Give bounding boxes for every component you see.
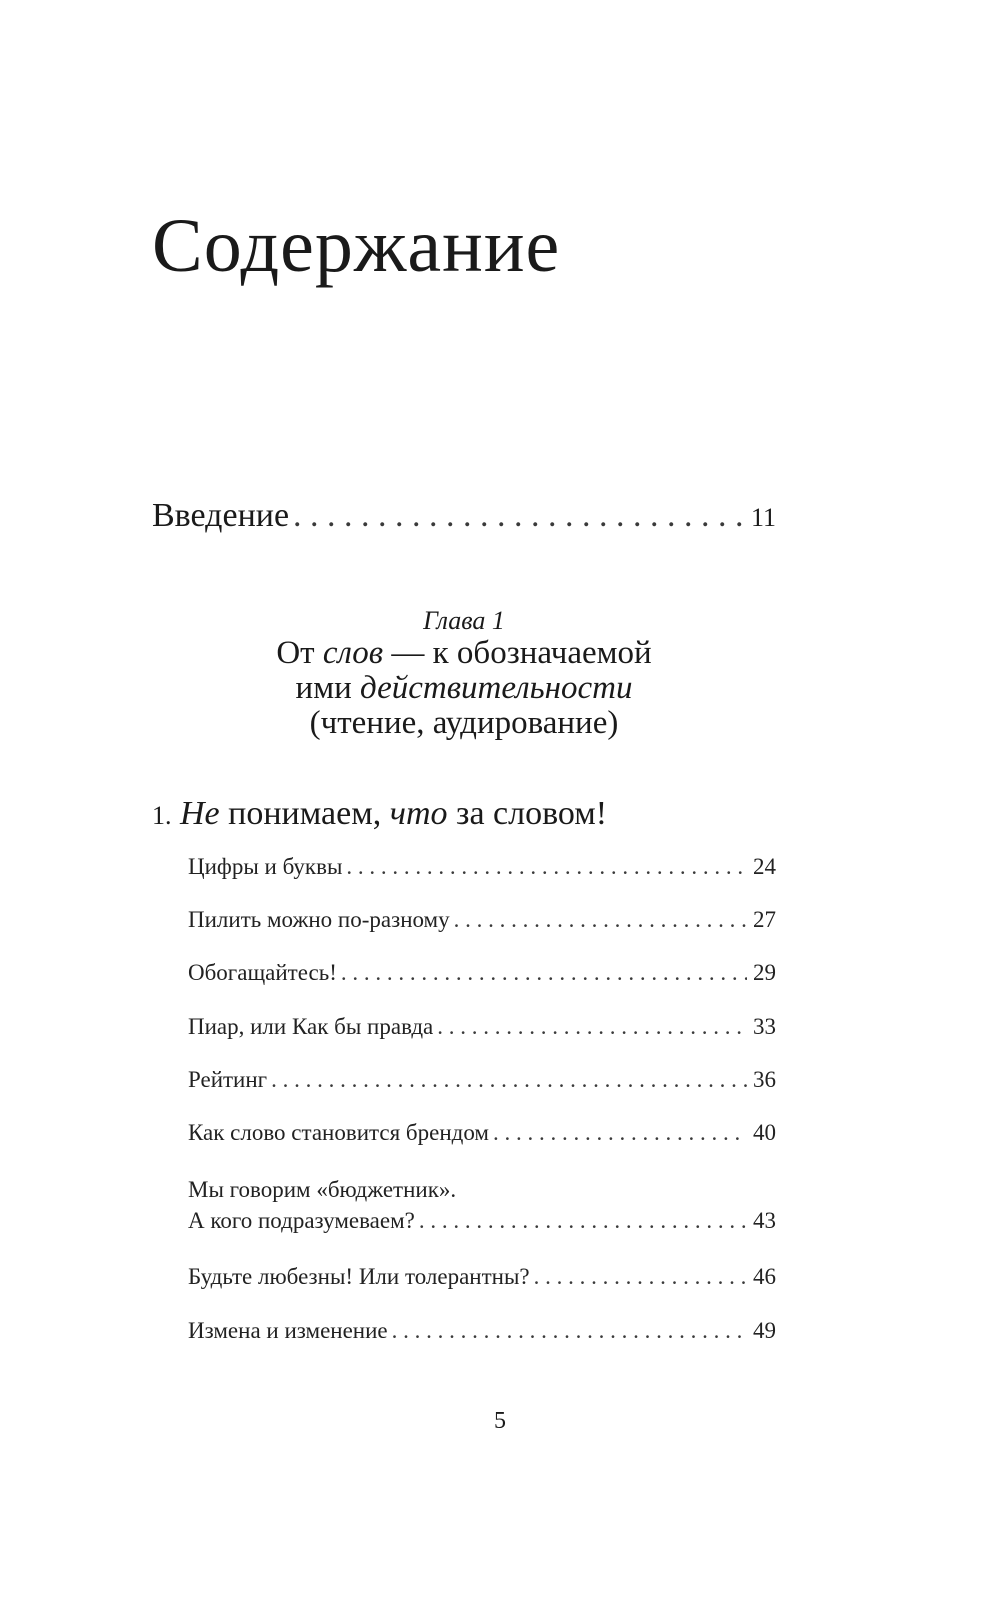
toc-entry-page: 43 [753, 1208, 776, 1233]
toc-entry-label: Введение [152, 497, 290, 534]
toc-entry-label: Рейтинг [188, 1067, 268, 1092]
toc-entry-line-2 [188, 1208, 776, 1234]
dot-leader [534, 1264, 747, 1290]
toc-entry[interactable] [188, 1264, 776, 1290]
toc-entry-page: 27 [753, 907, 776, 932]
toc-entry-label: А кого подразумеваем? [188, 1208, 415, 1233]
toc-entry-label: Будьте любезны! Или толерантны? [188, 1264, 530, 1289]
toc-entry-label: Обогащайтесь! [188, 960, 337, 985]
toc-entry-page: 29 [753, 960, 776, 985]
toc-entry-label: Цифры и буквы [188, 854, 343, 879]
toc-entry[interactable] [188, 1318, 776, 1344]
toc-entry[interactable] [188, 1120, 776, 1146]
toc-entry-page: 33 [753, 1014, 776, 1039]
toc-entry[interactable] [188, 960, 776, 986]
chapter-title [152, 636, 776, 741]
toc-entry-label: Пиар, или Как бы правда [188, 1014, 434, 1039]
dot-leader [392, 1318, 747, 1344]
chapter-title-line-1: От слов — к обозначаемой [276, 635, 652, 671]
toc-entry[interactable] [188, 1172, 776, 1234]
toc-entry-page: 11 [750, 503, 776, 532]
dot-leader [341, 960, 747, 986]
toc-entry-page: 49 [753, 1318, 776, 1343]
dot-leader [293, 497, 745, 535]
dot-leader [271, 1067, 747, 1093]
dot-leader [437, 1014, 747, 1040]
toc-entry-page: 40 [753, 1120, 776, 1145]
toc-entry-label-line-1: Мы говорим «бюджетник». [188, 1177, 457, 1202]
toc-entry-label: Пилить можно по-разному [188, 907, 450, 932]
toc-entry-page: 24 [753, 854, 776, 879]
toc-entry-label: Измена и изменение [188, 1318, 388, 1343]
dot-leader [346, 854, 747, 880]
toc-entry-label: Как слово становится брендом [188, 1120, 489, 1145]
toc-entry[interactable] [188, 854, 776, 880]
dot-leader [454, 907, 747, 933]
page-number: 5 [494, 1408, 506, 1434]
chapter-title-line-3: (чтение, аудирование) [309, 705, 619, 741]
toc-entry[interactable] [188, 1014, 776, 1040]
toc-entry[interactable] [188, 907, 776, 933]
chapter-title-line-2: ими действительности [295, 670, 633, 706]
page-title: Содержание [152, 204, 561, 288]
toc-entry-page: 36 [753, 1067, 776, 1092]
chapter-kicker: Глава 1 [423, 606, 505, 635]
toc-entry[interactable] [188, 1067, 776, 1093]
section-title: 1. Не понимаем, что за словом! [152, 795, 608, 832]
toc-entry-intro[interactable] [152, 497, 776, 535]
dot-leader [493, 1120, 747, 1146]
chapter-heading [152, 606, 776, 741]
dot-leader [419, 1208, 747, 1234]
toc-entry-page: 46 [753, 1264, 776, 1289]
